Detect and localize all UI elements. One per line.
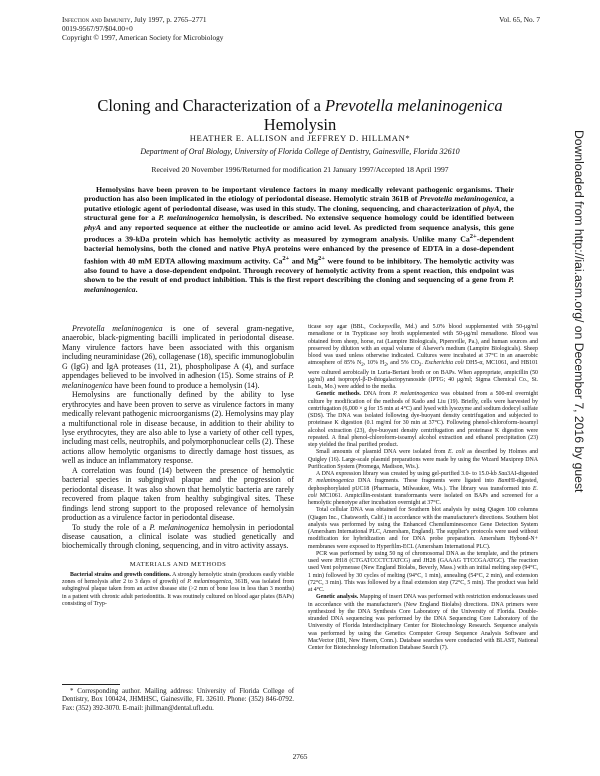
methods-paragraph: Genetic analysis. Mapping of insert DNA was performed with restriction endonucleases used in accordance with the manufacturer's (New England Biolabs) directions. DNA primers were synthesized by the DNA Synthesis Core Laboratory of the University of Florida. Double-stranded DNA sequencing was performed by the DNA Sequencing Core Laboratory of the University of Florida Interdisciplinary Center for Biotechnology Research. Sequence analysis was performed by using the Genetics Computer Group Sequence Analysis Software and MacVector (IBI, New Haven, Conn.). Database searches were conducted with BLAST, National Center for Biotechnology Information Database Search (7). <box>308 594 538 652</box>
section-heading: MATERIALS AND METHODS <box>129 560 227 568</box>
methods-paragraph: Genetic methods. DNA from P. melaninogenica was obtained from a 500-ml overnight culture by modification of the methods of Kado and Liu (19). Briefly, cells were harvested by centrifugation (6,000 × g for 15 min at 4°C) and lysed with lysozyme and sodium dodecyl sulfate (SDS). The DNA was isolated following dye-buoyant density centrifugation and subjected to proteinase K digestion (0.1 mg/ml for 30 min at 37°C). Following phenol-chloroform-isoamyl alcohol extraction (23), dye-buoyant density centrifugation and proteinase K digestion were repeated. A final phenol-chloroform-isoamyl alcohol extraction and ethanol precipitation (23) step yielded the final purified product. <box>308 391 538 449</box>
download-notice-text[interactable]: Downloaded from http://iai.asm.org/ on December 7, 2016 by guest <box>572 130 586 493</box>
methods-paragraph: ticase soy agar (BBL, Cockeysville, Md.) and 5.0% blood supplemented with 50-μg/ml menadione or in Trypticase soy broth supplemented with 50-μg/ml menadione. Blood was obtained from sheep, horse, rat (Lampire Biologicals, Pipersville, Pa.), and human sources and preserved by dilution with an equal volume of Alsever's medium (Lampire Biologicals). Sheep blood was used unless otherwise indicated. Cultures were incubated at 37°C in an anaerobic atmosphere of 85% $N_2$, 10% $H_2$, and 5% $CO_2$. Escherichia coli DH5-α, MC1061, and HB101 were cultured aerobically in Luria-Bertani broth or on BAPs. When appropriate, ampicillin (50 μg/ml) and isopropyl-β-D-thiogalactopyranoside (IPTG; 40 μg/ml; Sigma Chemical Co., St. Louis, Mo.) were added to the media. <box>308 324 538 391</box>
authors: HEATHER E. ALLISON and JEFFREY D. HILLMAN* <box>189 133 411 143</box>
running-header-left <box>62 15 223 43</box>
page-number: 2765 <box>292 752 308 761</box>
received-dates: Received 20 November 1996/Returned for modification 21 January 1997/Accepted 18 April 1997 <box>151 165 449 174</box>
left-column <box>62 324 294 608</box>
article-title: Cloning and Characterization of a Prevotella melaninogenica Hemolysin <box>97 96 503 134</box>
volume-info: Vol. 65, No. 7 <box>499 15 540 24</box>
corresponding-author-footnote: * Corresponding author. Mailing address: University of Florida College of Dentistry, Box 100424, JHMHSC, Gainesville, FL 32610. Phone: (352) 846-0792. Fax: (352) 392-3070. E-mail: jhillman@dental.ufl.edu. <box>62 688 294 712</box>
download-notice <box>568 130 592 630</box>
abstract: Hemolysins have been proven to be important virulence factors in many medically relevant pathogenic organisms. Their production has also been implicated in the etiology of periodontal disease. Hemolytic strain 361B of Prevotella melaninogenica, a putative etiologic agent of periodontal disease, was used in this study. The cloning, sequencing, and characterization of phyA, the structural gene for a P. melaninogenica hemolysin, is described. No extensive sequence homology could be identified between phyA and any reported sequence at either the nucleotide or amino acid level. As predicted from sequence analysis, this gene produces a 39-kDa protein which has hemolytic activity as measured by zymogram analysis. Unlike many $Ca^{2+}$-dependent bacterial hemolysins, both the cloned and native PhyA proteins were enhanced by the presence of EDTA in a dose-dependent fashion with 40 mM EDTA allowing maximum activity. $Ca^{2+}$ and $Mg^{2+}$ were found to be inhibitory. The hemolytic activity was also found to have a dose-dependent endpoint. Through recovery of hemolytic activity from a spent reaction, this endpoint was shown to be the result of end product inhibition. This is the first report describing the cloning and sequencing of a gene from P. melaninogenica. <box>84 185 515 294</box>
intro-paragraph: Hemolysins are functionally defined by the ability to lyse erythrocytes and have been proven to serve as virulence factors in many medically relevant pathogenic microorganisms (2). Hemolysins may play a multifunctional role in disease because, in addition to their ability to lyse erythrocytes, they are also able to lyse a variety of other cell types, including mast cells, neutrophils, and polymorphonuclear cells (2). These actions allow hemolytic organisms to directly damage host tissues, as well as induce an inflammatory response. <box>62 390 294 466</box>
methods-paragraph: Total cellular DNA was obtained for Southern blot analysis by using Qiagen 100 columns (Qiagen Inc., Chatsworth, Calif.) in accordance with the manufacturer's directions. Southern blot analysis was performed by using the Enhanced Chemiluminescence Gene Detection System (Amersham International PLC, Amersham, England). The supplier's protocols were used without modification for hybridization and for DNA probe preparation. Amersham Hybond-N+ membranes were exposed to Hyperfilm-ECL (Amersham International PLC). <box>308 507 538 550</box>
methods-paragraph: A DNA expression library was created by using gel-purified 3.0- to 15.0-kb Sau3AI-digested P. melaninogenica DNA fragments. These fragments were ligated into BamHI-digested, dephosphorylated pUC18 (Pharmacia, Milwaukee, Wis.). The library was transformed into E. coli MC1061. Ampicillin-resistant transformants were isolated on BAPs and screened for a hemolytic phenotype after incubation overnight at 37°C. <box>308 471 538 507</box>
journal-name: Infection and Immunity <box>62 15 131 24</box>
copyright-line: Copyright © 1997, American Society for Microbiology <box>62 33 224 43</box>
right-column <box>308 324 538 652</box>
title-species: Prevotella melaninogenica <box>325 96 503 115</box>
intro-paragraph: To study the role of a P. melaninogenica hemolysin in periodontal disease causation, a clinical isolate was studied genetically and biochemically through cloning, sequencing, and in vitro activity assays. <box>62 522 294 551</box>
journal-code: 0019-9567/97/$04.00+0 <box>62 24 133 34</box>
methods-paragraph: PCR was performed by using 50 ng of chromosomal DNA as the template, and the primers used were JH18 (CTGATCCCTCTATCG) and JH28 (GAAAG TTCCGAATGC). The reaction used Vent polymerase (New England Biolabs, Beverly, Mass.) with an initial melting step (94°C, 1 min) followed by 30 cycles of melting (94°C, 1 min), annealing (54°C, 2 min), and extension (72°C, 3 min). This was followed by a final extension step (72°C, 5 min). The product was held at 4°C. <box>308 550 538 594</box>
intro-paragraph: Prevotella melaninogenica is one of several gram-negative, anaerobic, black-pigmenting bacilli implicated in periodontal disease. Many virulence factors have been associated with this organism including neuraminidase (26), collagenase (18), specific immunoglobulin G (IgG) and IgA proteases (11, 21), phospholipase A (4), and surface appendages believed to be involved in adhesion (15). Some strains of P. melaninogenica have been found to produce a hemolysin (14). <box>62 324 294 390</box>
intro-paragraph: A correlation was found (14) between the presence of hemolytic bacterial species in subgingival plaque and the progression of periodontal disease. It was also shown that hemolytic bacteria are rarely recovered from plaque taken from healthy subgingival sites. These findings lend strong support to the proposed relevance of hemolysin production as a virulence factor in periodontal disease. <box>62 465 294 523</box>
methods-paragraph: Bacterial strains and growth conditions. A strongly hemolytic strain (produces easily visible zones of hemolysis after 2 to 3 days of growth) of P. melaninogenica, 361B, was isolated from subgingival plaque taken from an active disease site (>2 mm of bone loss in less than 3 months) in a patient with chronic adult periodontitis. It was routinely cultured on blood agar plates (BAPs) consisting of Tryp- <box>62 571 294 607</box>
affiliation: Department of Oral Biology, University of Florida College of Dentistry, Gainesville, Florida 32610 <box>140 147 460 156</box>
methods-paragraph: Small amounts of plasmid DNA were isolated from E. coli as described by Holmes and Quigley (16). Large-scale plasmid preparations were made by using the Wizard Maxiprep DNA Purification System (Promega, Madison, Wis.). <box>308 449 538 470</box>
issue-date: , July 1997, p. 2765–2771 <box>130 15 207 24</box>
footnote-rule <box>62 684 120 685</box>
